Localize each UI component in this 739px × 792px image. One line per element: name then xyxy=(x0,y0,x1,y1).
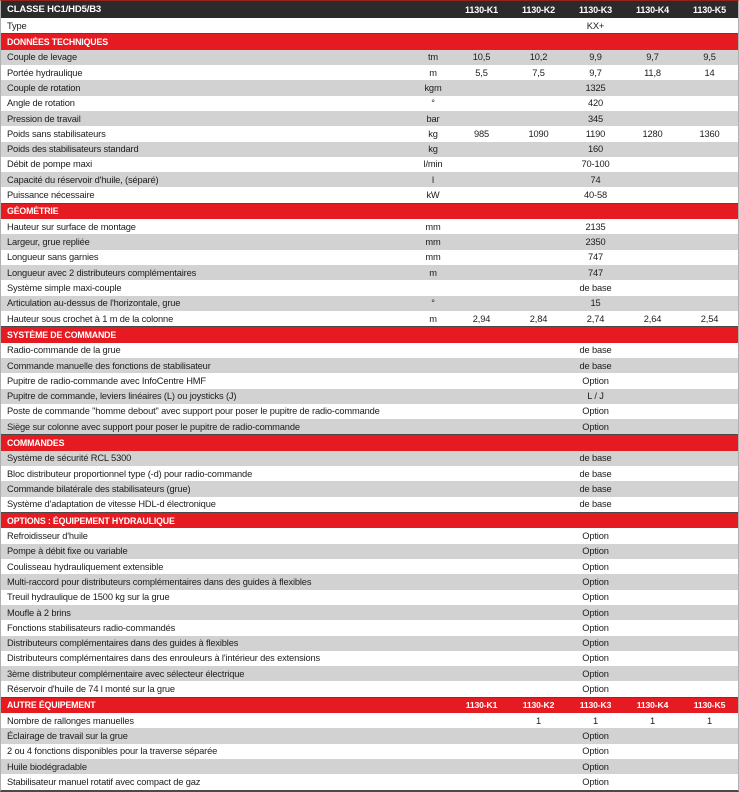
row-unit: kW xyxy=(426,190,440,201)
row-value: 2,74 xyxy=(586,313,605,324)
row-label: Huile biodégradable xyxy=(7,761,87,772)
row-value: KX+ xyxy=(586,20,605,31)
column-header: 1130-K2 xyxy=(522,4,555,15)
section-header-row xyxy=(1,203,738,219)
row-value: 1 xyxy=(592,715,599,726)
column-header: 1130-K1 xyxy=(465,4,498,15)
table-row xyxy=(1,666,738,681)
row-label: Fonctions stabilisateurs radio-commandés xyxy=(7,622,176,633)
row-value: 9,5 xyxy=(703,52,716,63)
row-value: 10,2 xyxy=(529,52,548,63)
section-header-row xyxy=(1,512,738,528)
row-value: Option xyxy=(582,561,609,572)
row-value: Option xyxy=(582,622,609,633)
table-row xyxy=(1,559,738,574)
row-label: Système simple maxi-couple xyxy=(7,282,122,293)
table-row xyxy=(1,389,738,404)
column-header: 1130-K5 xyxy=(693,4,726,15)
row-value: Option xyxy=(582,668,609,679)
row-value: 1280 xyxy=(642,128,663,139)
row-value: de base xyxy=(579,484,612,495)
row-label: Poste de commande "homme debout" avec support pour poser le pupitre de radio-commande xyxy=(7,406,380,417)
table-header-row xyxy=(1,1,738,18)
row-value: Option xyxy=(582,421,609,432)
row-label: Type xyxy=(7,20,27,31)
row-value: Option xyxy=(582,546,609,557)
table-row xyxy=(1,250,738,265)
row-unit: kgm xyxy=(424,82,442,93)
row-value: 5,5 xyxy=(475,67,488,78)
row-label: Refroidisseur d'huile xyxy=(7,530,88,541)
row-value: de base xyxy=(579,499,612,510)
table-row xyxy=(1,651,738,666)
row-unit: l xyxy=(432,174,434,185)
row-label: Hauteur sous crochet à 1 m de la colonne xyxy=(7,313,174,324)
row-unit: m xyxy=(429,67,437,78)
section-column-header: 1130-K4 xyxy=(636,700,669,711)
row-label: Couple de levage xyxy=(7,52,77,63)
row-label: Bloc distributeur proportionnel type (-d) pour radio-commande xyxy=(7,468,253,479)
row-unit: ° xyxy=(431,98,435,109)
row-value: Option xyxy=(582,731,609,742)
row-label: Débit de pompe maxi xyxy=(7,159,92,170)
row-value: Option xyxy=(582,684,609,695)
row-value: Option xyxy=(582,530,609,541)
row-value: 7,5 xyxy=(532,67,545,78)
row-label: Couple de rotation xyxy=(7,82,81,93)
row-label: Distributeurs complémentaires dans des enrouleurs à l'intérieur des extensions xyxy=(7,653,321,664)
row-label: Angle de rotation xyxy=(7,98,75,109)
table-row xyxy=(1,590,738,605)
table-row xyxy=(1,219,738,234)
table-row xyxy=(1,187,738,202)
row-label: Système d'adaptation de vitesse HDL-d électronique xyxy=(7,499,216,510)
row-value: 11,8 xyxy=(644,67,661,78)
column-header: 1130-K3 xyxy=(579,4,612,15)
row-value: Option xyxy=(582,761,609,772)
row-label: Longueur avec 2 distributeurs complémentaires xyxy=(7,267,197,278)
row-value: 14 xyxy=(704,67,715,78)
table-row xyxy=(1,142,738,157)
row-label: Pupitre de commande, leviers linéaires (L) ou joysticks (J) xyxy=(7,391,237,402)
row-label: Stabilisateur manuel rotatif avec compact de gaz xyxy=(7,776,201,787)
row-value: 985 xyxy=(473,128,490,139)
row-value: Option xyxy=(582,653,609,664)
row-unit: m xyxy=(429,267,437,278)
row-label: Largeur, grue repliée xyxy=(7,237,90,248)
row-value: de base xyxy=(579,360,612,371)
table-row xyxy=(1,80,738,95)
table-row xyxy=(1,713,738,728)
section-column-header: 1130-K2 xyxy=(522,700,555,711)
row-unit: l/min xyxy=(423,159,443,170)
row-value: 1360 xyxy=(699,128,720,139)
table-row xyxy=(1,358,738,373)
table-row xyxy=(1,111,738,126)
row-unit: tm xyxy=(427,52,439,63)
row-label: Longueur sans garnies xyxy=(7,252,99,263)
table-row xyxy=(1,18,738,33)
row-value: Option xyxy=(582,776,609,787)
table-row xyxy=(1,280,738,295)
row-value: 70-100 xyxy=(581,159,610,170)
row-label: Multi-raccord pour distributeurs complémentaires dans des guides à flexibles xyxy=(7,576,312,587)
table-row xyxy=(1,157,738,172)
row-label: Articulation au-dessus de l'horizontale, grue xyxy=(7,298,181,309)
table-row xyxy=(1,528,738,543)
row-value: 345 xyxy=(587,113,604,124)
table-row xyxy=(1,296,738,311)
row-label: Éclairage de travail sur la grue xyxy=(7,731,128,742)
table-row xyxy=(1,636,738,651)
row-value: 1325 xyxy=(585,82,606,93)
section-header-row xyxy=(1,697,738,713)
row-unit: kg xyxy=(428,144,438,155)
section-header-row xyxy=(1,434,738,450)
row-value: Option xyxy=(582,638,609,649)
row-label: Moufle à 2 brins xyxy=(7,607,71,618)
table-row xyxy=(1,544,738,559)
table-row xyxy=(1,65,738,80)
table-row xyxy=(1,451,738,466)
table-row xyxy=(1,497,738,512)
row-label: Commande manuelle des fonctions de stabilisateur xyxy=(7,360,211,371)
row-unit: m xyxy=(429,313,437,324)
row-value: Option xyxy=(582,576,609,587)
section-column-header: 1130-K3 xyxy=(579,700,612,711)
row-value: 9,7 xyxy=(646,52,659,63)
row-unit: mm xyxy=(425,237,441,248)
row-value: L / J xyxy=(587,391,604,402)
row-value: 747 xyxy=(587,267,604,278)
row-label: Pression de travail xyxy=(7,113,81,124)
section-header-row xyxy=(1,33,738,49)
row-value: 160 xyxy=(587,144,604,155)
row-label: Treuil hydraulique de 1500 kg sur la grue xyxy=(7,592,170,603)
row-value: 15 xyxy=(590,298,601,309)
table-row xyxy=(1,96,738,111)
row-value: 9,9 xyxy=(589,52,602,63)
table-row xyxy=(1,681,738,696)
table-row xyxy=(1,574,738,589)
row-value: Option xyxy=(582,592,609,603)
row-value: 2,54 xyxy=(700,313,719,324)
row-unit: kg xyxy=(428,128,438,139)
row-value: 1 xyxy=(649,715,656,726)
row-value: Option xyxy=(582,746,609,757)
row-label: Commande bilatérale des stabilisateurs (grue) xyxy=(7,484,191,495)
row-value: 2350 xyxy=(585,237,606,248)
row-label: Puissance nécessaire xyxy=(7,190,95,201)
table-row xyxy=(1,728,738,743)
row-label: Pupitre de radio-commande avec InfoCentre HMF xyxy=(7,375,206,386)
table-row xyxy=(1,466,738,481)
row-label: Distributeurs complémentaires dans des guides à flexibles xyxy=(7,638,239,649)
table-row xyxy=(1,172,738,187)
row-value: de base xyxy=(579,282,612,293)
section-column-header: 1130-K1 xyxy=(465,700,498,711)
row-value: 40-58 xyxy=(583,190,608,201)
row-value: 74 xyxy=(590,174,601,185)
row-label: Radio-commande de la grue xyxy=(7,345,121,356)
table-row xyxy=(1,481,738,496)
row-value: Option xyxy=(582,375,609,386)
row-label: Siège sur colonne avec support pour poser le pupitre de radio-commande xyxy=(7,421,300,432)
row-value: 1190 xyxy=(585,128,606,139)
row-label: Système de sécurité RCL 5300 xyxy=(7,453,132,464)
table-row xyxy=(1,620,738,635)
section-title: DONNÉES TECHNIQUES xyxy=(7,36,108,47)
row-value: de base xyxy=(579,345,612,356)
table-row xyxy=(1,265,738,280)
row-value: 1090 xyxy=(528,128,549,139)
table-row xyxy=(1,419,738,434)
row-value: 2,84 xyxy=(529,313,548,324)
row-label: 2 ou 4 fonctions disponibles pour la traverse séparée xyxy=(7,746,218,757)
row-unit: bar xyxy=(426,113,440,124)
row-label: Poids sans stabilisateurs xyxy=(7,128,106,139)
row-value: Option xyxy=(582,406,609,417)
row-label: Hauteur sur surface de montage xyxy=(7,221,136,232)
table-row xyxy=(1,605,738,620)
row-value: 2135 xyxy=(585,221,606,232)
section-header-row xyxy=(1,326,738,342)
row-label: 3ème distributeur complémentaire avec sélecteur électrique xyxy=(7,668,245,679)
row-unit: ° xyxy=(431,298,435,309)
table-row xyxy=(1,373,738,388)
row-label: Portée hydraulique xyxy=(7,67,83,78)
table-row xyxy=(1,759,738,774)
row-value: 1 xyxy=(706,715,713,726)
table-row xyxy=(1,50,738,65)
section-title: SYSTÈME DE COMMANDE xyxy=(7,329,117,340)
table-row xyxy=(1,126,738,141)
row-value: Option xyxy=(582,607,609,618)
row-label: Poids des stabilisateurs standard xyxy=(7,144,139,155)
table-row xyxy=(1,343,738,358)
row-unit: mm xyxy=(425,221,441,232)
section-title: AUTRE ÉQUIPEMENT xyxy=(7,700,96,711)
row-label: Pompe à débit fixe ou variable xyxy=(7,546,128,557)
row-value: 420 xyxy=(587,98,604,109)
table-row xyxy=(1,774,738,789)
row-value: de base xyxy=(579,468,612,479)
row-value: 2,64 xyxy=(643,313,662,324)
row-unit: mm xyxy=(425,252,441,263)
table-row xyxy=(1,234,738,249)
section-column-header: 1130-K5 xyxy=(693,700,726,711)
section-title: OPTIONS : ÉQUIPEMENT HYDRAULIQUE xyxy=(7,515,175,526)
row-value: 1 xyxy=(535,715,542,726)
row-value: 747 xyxy=(587,252,604,263)
column-header: 1130-K4 xyxy=(636,4,669,15)
row-label: Capacité du réservoir d'huile, (séparé) xyxy=(7,174,159,185)
section-title: COMMANDES xyxy=(7,438,65,449)
table-row xyxy=(1,311,738,326)
row-label: Nombre de rallonges manuelles xyxy=(7,715,134,726)
table-row xyxy=(1,744,738,759)
row-value: de base xyxy=(579,453,612,464)
row-value: 10,5 xyxy=(472,52,491,63)
row-label: Réservoir d'huile de 74 l monté sur la grue xyxy=(7,684,175,695)
row-label: Coulisseau hydrauliquement extensible xyxy=(7,561,164,572)
row-value: 9,7 xyxy=(589,67,602,78)
table-title: CLASSE HC1/HD5/B3 xyxy=(7,4,102,15)
section-title: GÉOMÉTRIE xyxy=(7,206,59,217)
row-value: 2,94 xyxy=(472,313,491,324)
table-row xyxy=(1,404,738,419)
